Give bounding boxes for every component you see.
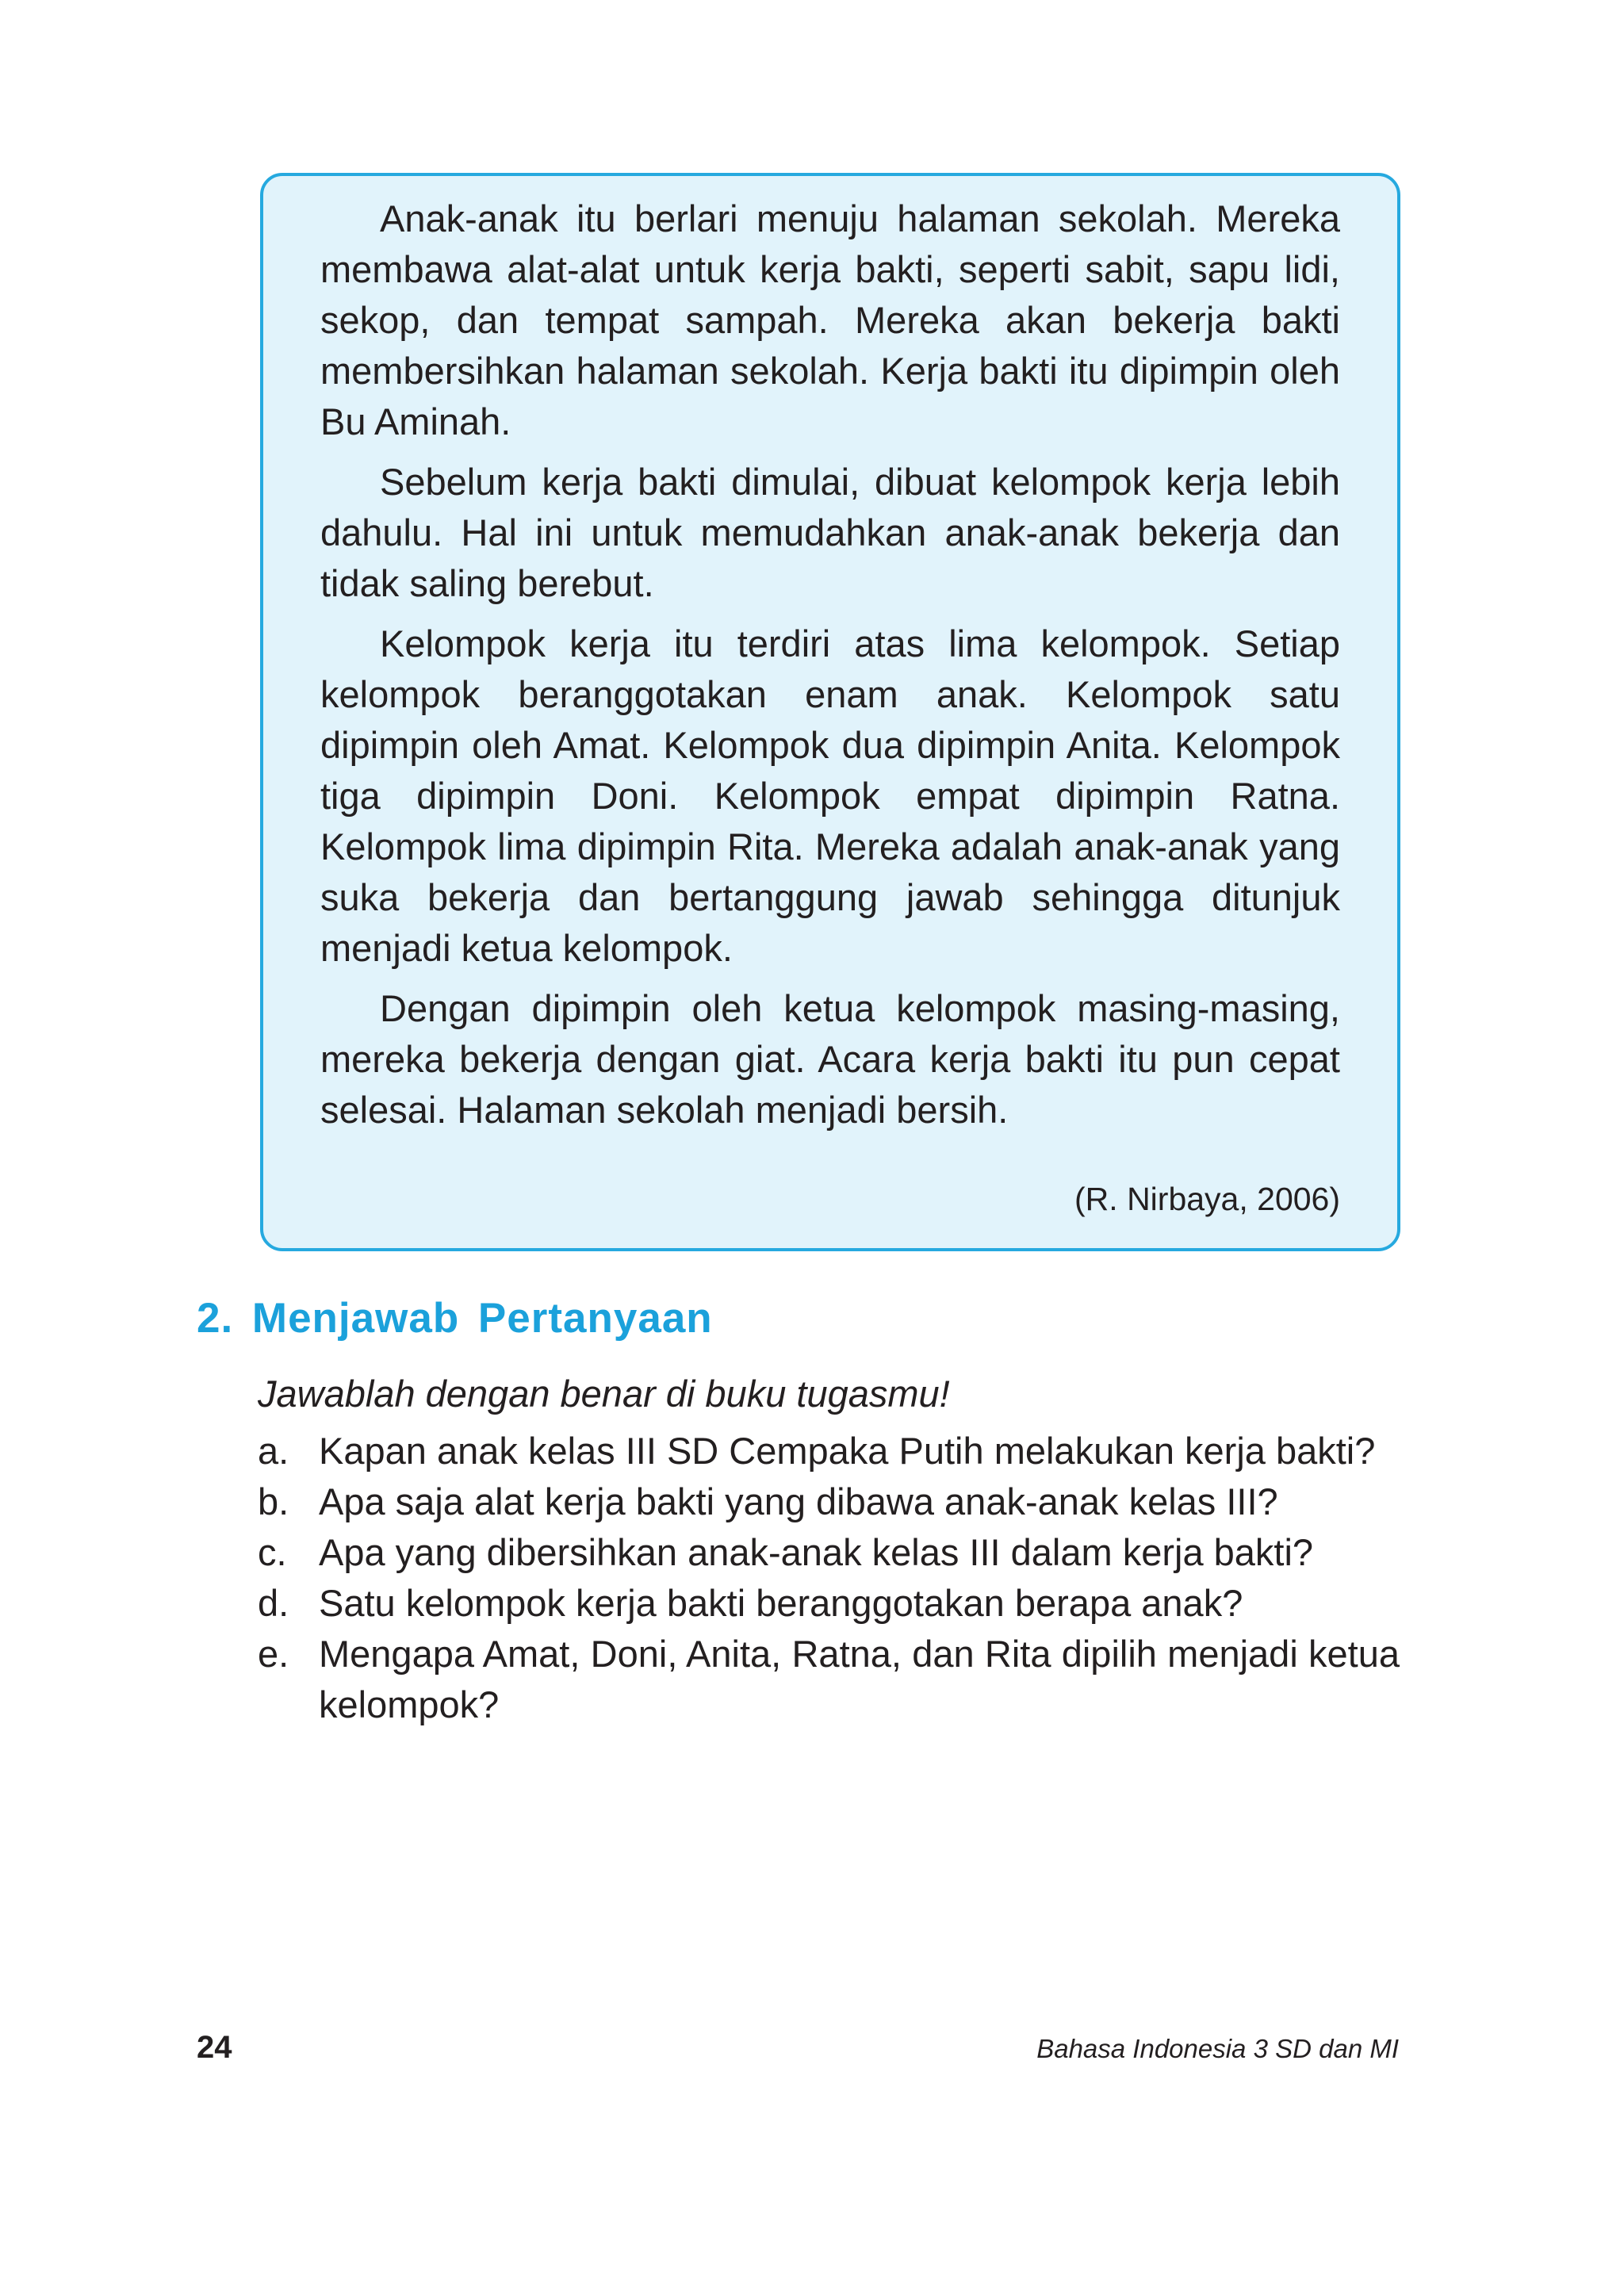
question-letter: d. [258, 1582, 289, 1624]
question-text: Satu kelompok kerja bakti beranggotakan berapa anak? [319, 1582, 1243, 1624]
question-letter: e. [258, 1633, 289, 1675]
question-item [258, 1476, 1400, 1527]
question-text: Apa yang dibersihkan anak-anak kelas III dalam kerja bakti? [319, 1531, 1314, 1573]
story-paragraph: Kelompok kerja itu terdiri atas lima kelompok. Setiap kelompok beranggotakan enam anak. Kelompok satu dipimpin oleh Amat. Kelompok dua dipimpin Anita. Kelompok tiga dipimpin Doni. Kelompok empat dipimpin Ratna. Kelompok lima dipimpin Rita. Mereka adalah anak-anak yang suka bekerja dan bertanggung jawab sehingga ditunjuk menjadi ketua kelompok. [320, 622, 1340, 969]
page-number: 24 [197, 2030, 232, 2065]
question-letter: c. [258, 1531, 287, 1573]
story-paragraph: Anak-anak itu berlari menuju halaman sekolah. Mereka membawa alat-alat untuk kerja bakti, seperti sabit, sapu lidi, sekop, dan tempat sampah. Mereka akan bekerja bakti membersihkan halaman sekolah. Kerja bakti itu dipimpin oleh Bu Aminah. [320, 197, 1340, 442]
question-item [258, 1426, 1400, 1476]
question-text: Kapan anak kelas III SD Cempaka Putih melakukan kerja bakti? [319, 1430, 1376, 1472]
question-item [258, 1578, 1400, 1629]
question-letter: b. [258, 1480, 289, 1522]
question-text: Apa saja alat kerja bakti yang dibawa anak-anak kelas III? [319, 1480, 1278, 1522]
question-list [258, 1426, 1400, 1730]
book-title: Bahasa Indonesia 3 SD dan MI [1036, 2034, 1399, 2063]
story-box [260, 173, 1400, 1251]
question-text: Mengapa Amat, Doni, Anita, Ratna, dan Rita dipilih menjadi ketua kelompok? [319, 1633, 1400, 1725]
story-paragraph: Dengan dipimpin oleh ketua kelompok masing-masing, mereka bekerja dengan giat. Acara kerja bakti itu pun cepat selesai. Halaman sekolah menjadi bersih. [320, 987, 1340, 1131]
question-item [258, 1629, 1400, 1730]
question-item [258, 1527, 1400, 1578]
story-source: (R. Nirbaya, 2006) [1074, 1181, 1340, 1217]
section-title: 2. Menjawab Pertanyaan [197, 1295, 713, 1342]
question-letter: a. [258, 1430, 289, 1472]
instruction-text: Jawablah dengan benar di buku tugasmu! [258, 1373, 950, 1415]
story-paragraph: Sebelum kerja bakti dimulai, dibuat kelompok kerja lebih dahulu. Hal ini untuk memudahkan anak-anak bekerja dan tidak saling berebut. [320, 461, 1340, 604]
